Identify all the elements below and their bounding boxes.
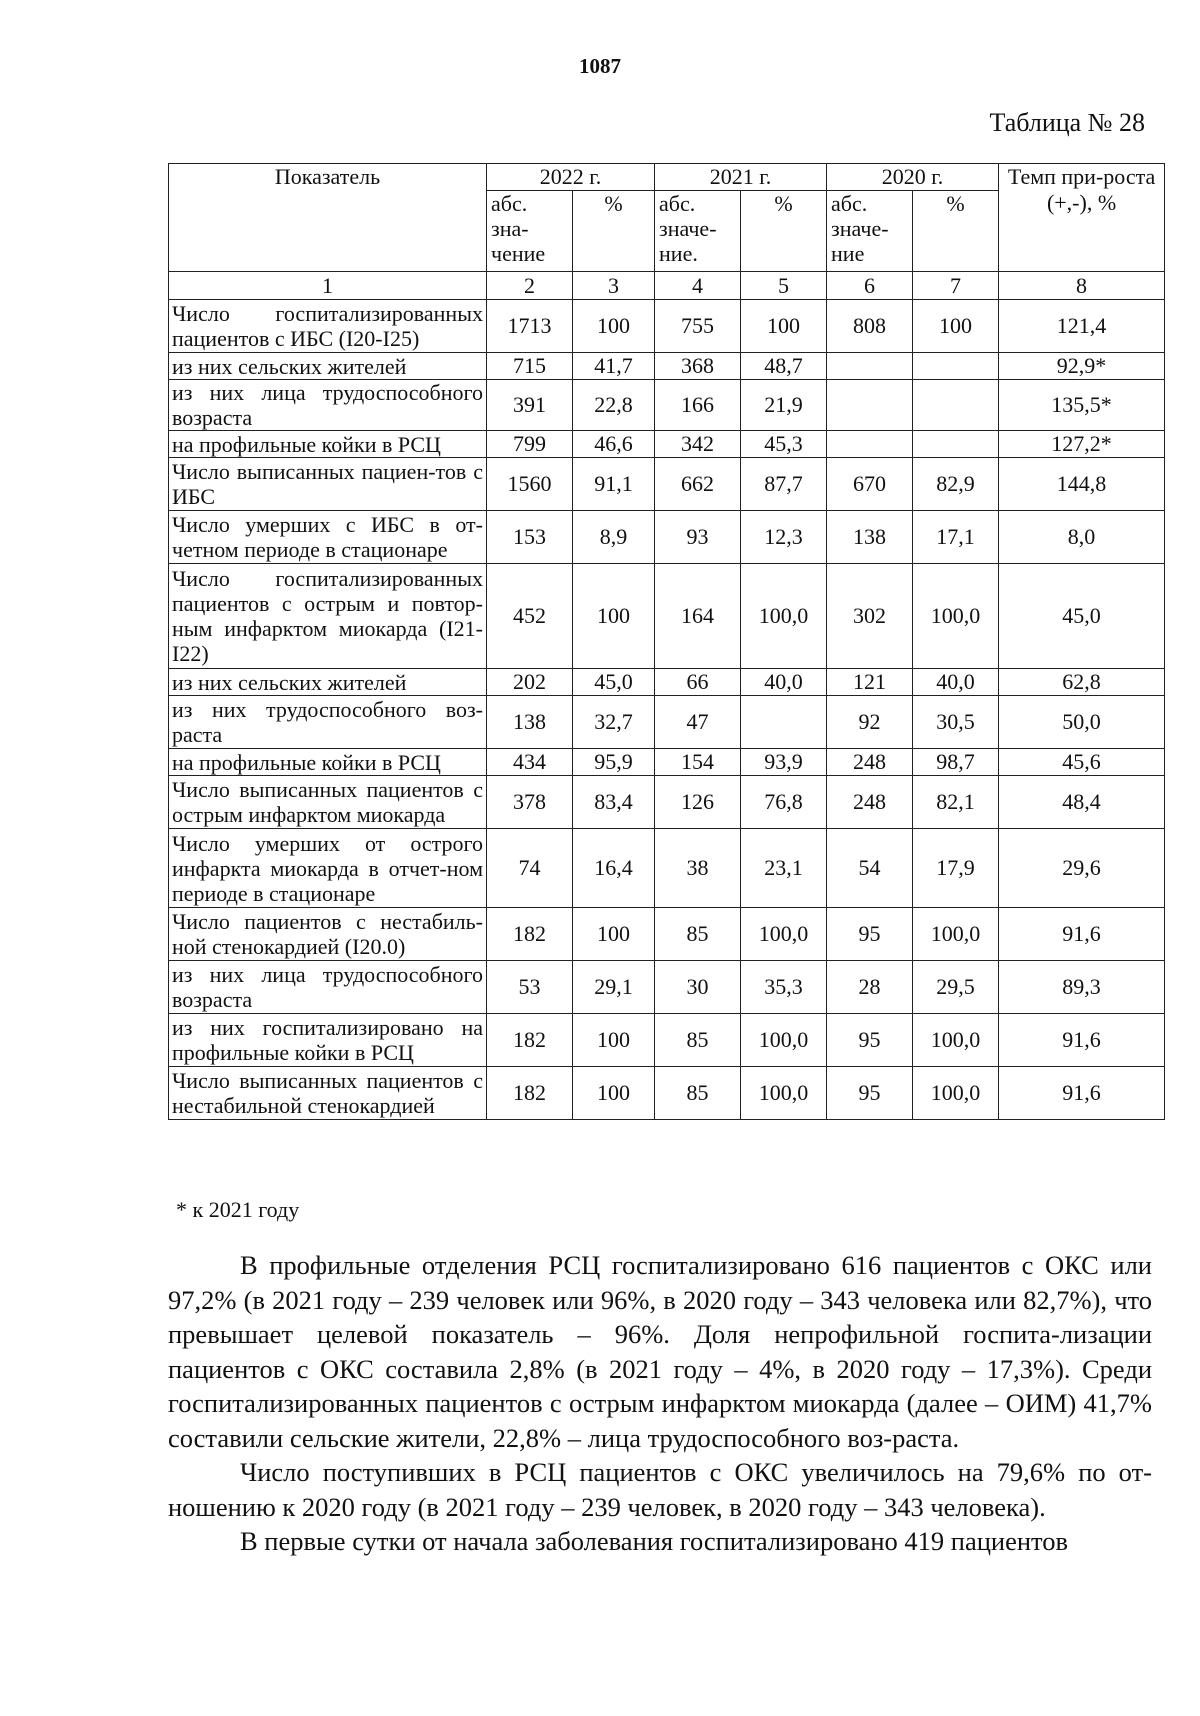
table-cell: 45,0 <box>999 564 1165 669</box>
table-cell: 21,9 <box>741 380 827 431</box>
table-cell: 121,4 <box>999 300 1165 353</box>
table-cell: 28 <box>827 961 913 1014</box>
table-cell: 138 <box>827 511 913 564</box>
table-cell <box>741 696 827 749</box>
row-label: Число пациентов с нестабиль-ной стенокардией (I20.0) <box>169 908 487 961</box>
table-row <box>169 1014 1165 1067</box>
table-row <box>169 458 1165 511</box>
table-cell: 87,7 <box>741 458 827 511</box>
table-cell: 1713 <box>487 300 573 353</box>
table-cell: 85 <box>655 908 741 961</box>
table-cell: 85 <box>655 1067 741 1120</box>
table-row <box>169 380 1165 431</box>
table-row <box>169 908 1165 961</box>
table-cell: 1560 <box>487 458 573 511</box>
table-cell: 95,9 <box>573 749 655 776</box>
table-cell: 91,6 <box>999 1014 1165 1067</box>
table-cell: 22,8 <box>573 380 655 431</box>
header-year-2020: 2020 г. <box>827 164 999 191</box>
table-cell: 670 <box>827 458 913 511</box>
table-cell: 53 <box>487 961 573 1014</box>
row-label: из них госпитализировано на профильные койки в РСЦ <box>169 1014 487 1067</box>
table-cell: 100,0 <box>741 1014 827 1067</box>
table-cell: 12,3 <box>741 511 827 564</box>
table-cell: 30,5 <box>913 696 999 749</box>
table-cell: 95 <box>827 1067 913 1120</box>
table-cell: 202 <box>487 669 573 696</box>
table-cell: 100,0 <box>741 564 827 669</box>
row-label: Число госпитализированных пациентов с острым и повтор-ным инфарктом миокарда (I21-I22) <box>169 564 487 669</box>
table-cell: 126 <box>655 776 741 829</box>
table-cell: 85 <box>655 1014 741 1067</box>
paragraph: В профильные отделения РСЦ госпитализировано 616 пациентов с ОКС или 97,2% (в 2021 году – 239 человек или 96%, в 2020 году – 343 человека или 82,7%), что превышает целевой показатель – 96%. Доля непрофильной госпита-лизации пациентов с ОКС составила 2,8% (в 2021 году – 4%, в 2020 году – 17,3%). Среди госпитализированных пациентов с острым инфарктом миокарда (далее – ОИМ) 41,7% составили сельские жители, 22,8% – лица трудоспособного воз-раста. <box>168 1250 1152 1453</box>
table-cell: 121 <box>827 669 913 696</box>
table-cell: 46,6 <box>573 431 655 458</box>
table-cell: 40,0 <box>741 669 827 696</box>
table-cell: 83,4 <box>573 776 655 829</box>
data-table <box>168 163 1165 1120</box>
table-cell: 100,0 <box>741 908 827 961</box>
table-cell: 95 <box>827 908 913 961</box>
row-label: из них сельских жителей <box>169 669 487 696</box>
table-cell <box>827 380 913 431</box>
body-text <box>168 1248 1152 1559</box>
table-cell: 48,4 <box>999 776 1165 829</box>
header-year-2022: 2022 г. <box>487 164 655 191</box>
table-cell: 391 <box>487 380 573 431</box>
table-row <box>169 829 1165 908</box>
table-cell: 164 <box>655 564 741 669</box>
table-cell: 93 <box>655 511 741 564</box>
column-number: 6 <box>827 272 913 300</box>
table-cell <box>827 431 913 458</box>
table-cell: 29,5 <box>913 961 999 1014</box>
table-cell: 100 <box>573 1014 655 1067</box>
header-pct-2020: % <box>913 191 999 272</box>
table-cell: 89,3 <box>999 961 1165 1014</box>
table-row <box>169 776 1165 829</box>
table-cell: 41,7 <box>573 353 655 380</box>
row-label: на профильные койки в РСЦ <box>169 431 487 458</box>
column-number: 4 <box>655 272 741 300</box>
table-row <box>169 1067 1165 1120</box>
table-cell: 100 <box>573 1067 655 1120</box>
table-caption: Таблица № 28 <box>989 108 1145 137</box>
column-number: 3 <box>573 272 655 300</box>
table-cell: 100 <box>573 564 655 669</box>
table-cell: 47 <box>655 696 741 749</box>
table-cell: 29,1 <box>573 961 655 1014</box>
table-row <box>169 696 1165 749</box>
column-number: 7 <box>913 272 999 300</box>
header-abs-2022: абс. зна-чение <box>487 191 573 272</box>
table-cell: 91,6 <box>999 908 1165 961</box>
table-cell: 45,6 <box>999 749 1165 776</box>
header-abs-2020: абс. значе-ние <box>827 191 913 272</box>
table-cell: 100,0 <box>913 908 999 961</box>
table-cell: 29,6 <box>999 829 1165 908</box>
table-cell: 92 <box>827 696 913 749</box>
column-number: 5 <box>741 272 827 300</box>
table-cell: 100,0 <box>913 564 999 669</box>
table-cell: 35,3 <box>741 961 827 1014</box>
table-row <box>169 961 1165 1014</box>
table-cell: 48,7 <box>741 353 827 380</box>
table-cell: 95 <box>827 1014 913 1067</box>
table-cell: 799 <box>487 431 573 458</box>
row-label: из них лица трудоспособного возраста <box>169 961 487 1014</box>
table-cell: 74 <box>487 829 573 908</box>
table-cell: 100,0 <box>913 1067 999 1120</box>
row-label: из них трудоспособного воз-раста <box>169 696 487 749</box>
table-cell: 66 <box>655 669 741 696</box>
table-cell: 17,1 <box>913 511 999 564</box>
table-row <box>169 564 1165 669</box>
table-cell: 248 <box>827 776 913 829</box>
paragraph: Число поступивших в РСЦ пациентов с ОКС увеличилось на 79,6% по от-ношению к 2020 году (в 2021 году – 239 человек, в 2020 году – 343 человека). <box>168 1457 1152 1522</box>
table-cell: 8,0 <box>999 511 1165 564</box>
table-cell: 40,0 <box>913 669 999 696</box>
table-cell: 662 <box>655 458 741 511</box>
table-cell: 82,9 <box>913 458 999 511</box>
table-cell: 127,2* <box>999 431 1165 458</box>
table-cell: 100 <box>573 300 655 353</box>
table-cell <box>827 353 913 380</box>
row-label: Число госпитализированных пациентов с ИБС (I20-I25) <box>169 300 487 353</box>
header-growth: Темп при-роста (+,-), % <box>999 164 1165 272</box>
column-number: 2 <box>487 272 573 300</box>
table-cell: 17,9 <box>913 829 999 908</box>
table-row <box>169 669 1165 696</box>
page-number: 1087 <box>579 54 621 78</box>
table-cell: 808 <box>827 300 913 353</box>
row-label: из них сельских жителей <box>169 353 487 380</box>
table-cell: 378 <box>487 776 573 829</box>
table-cell: 153 <box>487 511 573 564</box>
table-cell: 342 <box>655 431 741 458</box>
table-cell: 92,9* <box>999 353 1165 380</box>
header-abs-2021: абс. значе-ние. <box>655 191 741 272</box>
table-cell <box>913 380 999 431</box>
header-pct-2022: % <box>573 191 655 272</box>
table-cell: 182 <box>487 1014 573 1067</box>
column-number: 1 <box>169 272 487 300</box>
table-cell: 82,1 <box>913 776 999 829</box>
footnote: * к 2021 году <box>176 1197 300 1222</box>
table-cell: 182 <box>487 908 573 961</box>
table-cell: 135,5* <box>999 380 1165 431</box>
paragraph: В первые сутки от начала заболевания госпитализировано 419 пациентов <box>240 1526 1069 1556</box>
table-row <box>169 300 1165 353</box>
column-number-row <box>169 272 1165 300</box>
table-cell: 368 <box>655 353 741 380</box>
row-label: из них лица трудоспособного возраста <box>169 380 487 431</box>
table-cell: 100 <box>741 300 827 353</box>
table-cell: 715 <box>487 353 573 380</box>
table-cell: 30 <box>655 961 741 1014</box>
table-cell: 91,1 <box>573 458 655 511</box>
table-cell: 452 <box>487 564 573 669</box>
table-cell: 166 <box>655 380 741 431</box>
table-cell: 100 <box>573 908 655 961</box>
table-cell: 23,1 <box>741 829 827 908</box>
table-cell: 755 <box>655 300 741 353</box>
table-cell: 100 <box>913 300 999 353</box>
table-cell: 138 <box>487 696 573 749</box>
table-cell: 100,0 <box>913 1014 999 1067</box>
table-cell: 144,8 <box>999 458 1165 511</box>
table-cell: 45,3 <box>741 431 827 458</box>
header-year-2021: 2021 г. <box>655 164 827 191</box>
row-label: Число умерших от острого инфаркта миокарда в отчет-ном периоде в стационаре <box>169 829 487 908</box>
table-cell: 45,0 <box>573 669 655 696</box>
table-cell: 302 <box>827 564 913 669</box>
row-label: Число выписанных пациентов с острым инфарктом миокарда <box>169 776 487 829</box>
header-indicator: Показатель <box>169 164 487 272</box>
table-cell: 32,7 <box>573 696 655 749</box>
table-row <box>169 749 1165 776</box>
row-label: Число выписанных пациентов с нестабильной стенокардией <box>169 1067 487 1120</box>
row-label: Число выписанных пациен-тов с ИБС <box>169 458 487 511</box>
table-cell: 248 <box>827 749 913 776</box>
row-label: Число умерших с ИБС в от-четном периоде в стационаре <box>169 511 487 564</box>
table-cell: 434 <box>487 749 573 776</box>
table-row <box>169 353 1165 380</box>
table-cell <box>913 431 999 458</box>
column-number: 8 <box>999 272 1165 300</box>
table-cell: 76,8 <box>741 776 827 829</box>
row-label: на профильные койки в РСЦ <box>169 749 487 776</box>
table-cell <box>913 353 999 380</box>
table-cell: 93,9 <box>741 749 827 776</box>
table-cell: 8,9 <box>573 511 655 564</box>
table-cell: 50,0 <box>999 696 1165 749</box>
table-cell: 182 <box>487 1067 573 1120</box>
table-row <box>169 431 1165 458</box>
table-cell: 154 <box>655 749 741 776</box>
table-cell: 38 <box>655 829 741 908</box>
table-cell: 98,7 <box>913 749 999 776</box>
table-row <box>169 511 1165 564</box>
table-cell: 100,0 <box>741 1067 827 1120</box>
table-cell: 54 <box>827 829 913 908</box>
table-cell: 62,8 <box>999 669 1165 696</box>
table-cell: 91,6 <box>999 1067 1165 1120</box>
table-cell: 16,4 <box>573 829 655 908</box>
header-pct-2021: % <box>741 191 827 272</box>
